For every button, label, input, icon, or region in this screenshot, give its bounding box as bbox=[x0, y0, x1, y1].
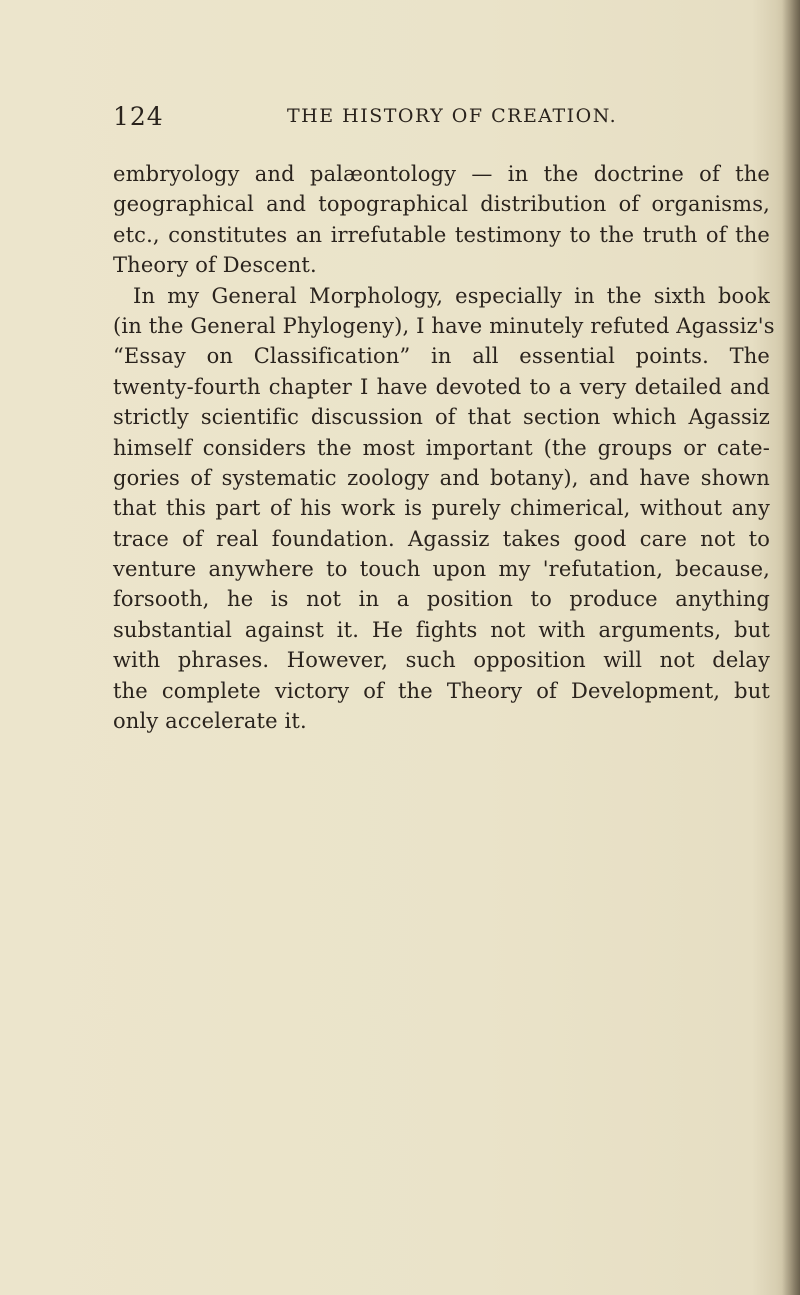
text-line: that this part of his work is purely chimerical, without any bbox=[113, 496, 770, 521]
text-line: (in the General Phylogeny), I have minutely refuted Agassiz's bbox=[113, 313, 775, 338]
page-binding-shadow bbox=[782, 0, 800, 1295]
text-line: twenty-fourth chapter I have devoted to a very detailed and bbox=[113, 374, 770, 399]
text-line: trace of real foundation. Agassiz takes good care not to bbox=[113, 526, 770, 551]
text-line: etc., constitutes an irrefutable testimony to the truth of the bbox=[113, 222, 770, 247]
body-text bbox=[113, 159, 775, 736]
text-line: strictly scientific discussion of that section which Agassiz bbox=[113, 405, 770, 430]
page-number: 124 bbox=[113, 102, 164, 131]
text-line: venture anywhere to touch upon my 'refutation, because, bbox=[113, 557, 770, 582]
text-line: Theory of Descent. bbox=[113, 253, 317, 278]
running-head bbox=[113, 102, 763, 138]
text-line: only accelerate it. bbox=[113, 709, 307, 734]
text-line: the complete victory of the Theory of Development, but bbox=[113, 678, 770, 703]
text-line: gories of systematic zoology and botany), and have shown bbox=[113, 465, 770, 490]
text-line: In my General Morphology, especially in the sixth book bbox=[133, 283, 770, 308]
text-line: with phrases. However, such opposition will not delay bbox=[113, 648, 770, 673]
running-title: THE HISTORY OF CREATION. bbox=[287, 105, 618, 127]
text-line: substantial against it. He fights not with arguments, but bbox=[113, 617, 770, 642]
text-line: forsooth, he is not in a position to produce anything bbox=[113, 587, 770, 612]
text-line: geographical and topographical distribution of organisms, bbox=[113, 192, 770, 217]
text-line: himself considers the most important (the groups or cate- bbox=[113, 435, 770, 460]
text-line: embryology and palæontology — in the doctrine of the bbox=[113, 162, 770, 186]
text-line: “Essay on Classification” in all essential points. The bbox=[113, 344, 770, 369]
